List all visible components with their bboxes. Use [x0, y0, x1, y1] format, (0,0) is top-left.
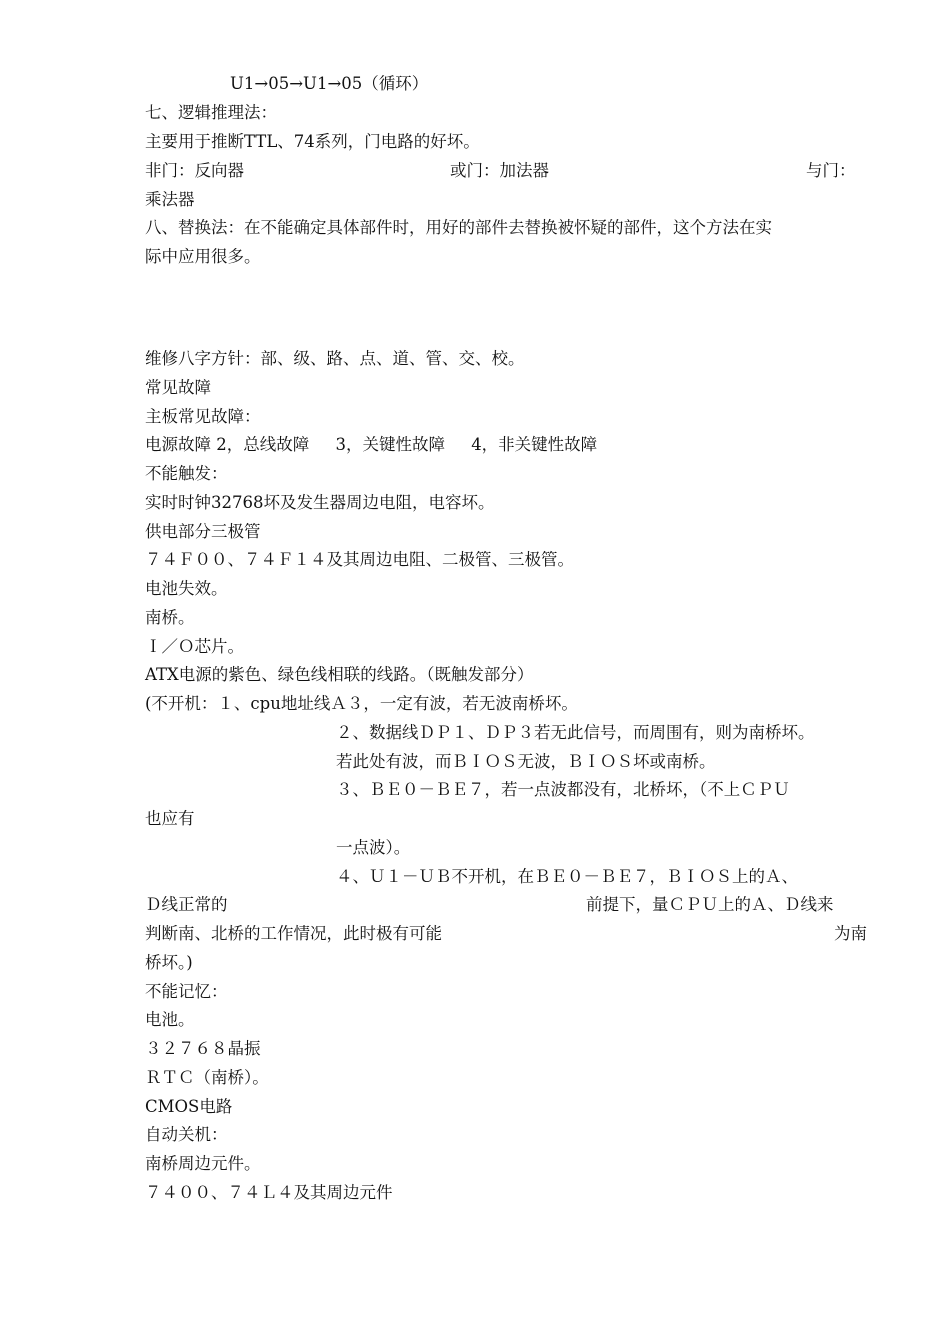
- section-heading: 常见故障: [145, 378, 211, 397]
- text-line: 主板常见故障：: [145, 407, 261, 426]
- text-line: 乘法器: [145, 190, 195, 209]
- text-line: 与门：: [806, 161, 856, 180]
- text-line: ３２７６８晶振: [145, 1039, 261, 1058]
- text-line: 或门：加法器: [450, 161, 549, 180]
- text-line: ３、ＢＥ０－ＢＥ７，若一点波都没有，北桥坏，（不上ＣＰＵ: [336, 780, 790, 799]
- text-line: 一点波）。: [336, 838, 411, 857]
- text-line: 为南: [834, 924, 867, 943]
- text-line: 不能记忆：: [145, 982, 228, 1001]
- text-line: 实时时钟32768坏及发生器周边电阻，电容坏。: [145, 493, 495, 512]
- text-line: ７４００、７４Ｌ４及其周边元件: [145, 1183, 393, 1202]
- text-line: 电源故障 2，总线故障 3，关键性故障 4，非关键性故障: [145, 435, 598, 454]
- text-line: 主要用于推断TTL、74系列，门电路的好坏。: [145, 132, 480, 151]
- text-line: 际中应用很多。: [145, 247, 261, 266]
- text-line: CMOS电路: [145, 1097, 233, 1116]
- text-line: 判断南、北桥的工作情况，此时极有可能: [145, 924, 442, 943]
- text-line: 供电部分三极管: [145, 522, 261, 541]
- section-heading: 七、逻辑推理法：: [145, 103, 277, 122]
- text-line: 维修八字方针：部、级、路、点、道、管、交、校。: [145, 349, 525, 368]
- text-line: ７４Ｆ００、７４Ｆ１４及其周边电阻、二极管、三极管。: [145, 550, 574, 569]
- text-line: ＲＴＣ（南桥）。: [145, 1068, 269, 1087]
- text-line: ATX电源的紫色、绿色线相联的线路。（既触发部分）: [145, 665, 534, 684]
- text-line: ２、数据线ＤＰ１、ＤＰ３若无此信号，而周围有，则为南桥坏。: [336, 723, 815, 742]
- text-line: 非门：反向器: [145, 161, 244, 180]
- text-line: 电池失效。: [145, 579, 228, 598]
- text-line: 自动关机：: [145, 1125, 228, 1144]
- text-line: U1→05→U1→05（循环）: [230, 74, 429, 93]
- text-line: Ｉ／Ｏ芯片。: [145, 637, 244, 656]
- text-line: 南桥。: [145, 608, 195, 627]
- text-line: Ｄ线正常的: [145, 895, 228, 914]
- text-line: 不能触发：: [145, 464, 228, 483]
- text-line: 也应有: [145, 809, 195, 828]
- text-line: 南桥周边元件。: [145, 1154, 261, 1173]
- text-line: (不开机：１、cpu地址线Ａ３，一定有波，若无波南桥坏。: [145, 694, 578, 713]
- text-line: 前提下，量ＣＰＵ上的Ａ、Ｄ线来: [586, 895, 834, 914]
- text-line: 桥坏。): [145, 953, 193, 972]
- text-line: 若此处有波，而ＢＩＯＳ无波，ＢＩＯＳ坏或南桥。: [336, 752, 716, 771]
- section-heading: 八、替换法：在不能确定具体部件时，用好的部件去替换被怀疑的部件，这个方法在实: [145, 218, 772, 237]
- text-line: ４、Ｕ１－ＵＢ不开机，在ＢＥ０－ＢＥ７，ＢＩＯＳ上的Ａ、: [336, 867, 798, 886]
- text-line: 电池。: [145, 1010, 195, 1029]
